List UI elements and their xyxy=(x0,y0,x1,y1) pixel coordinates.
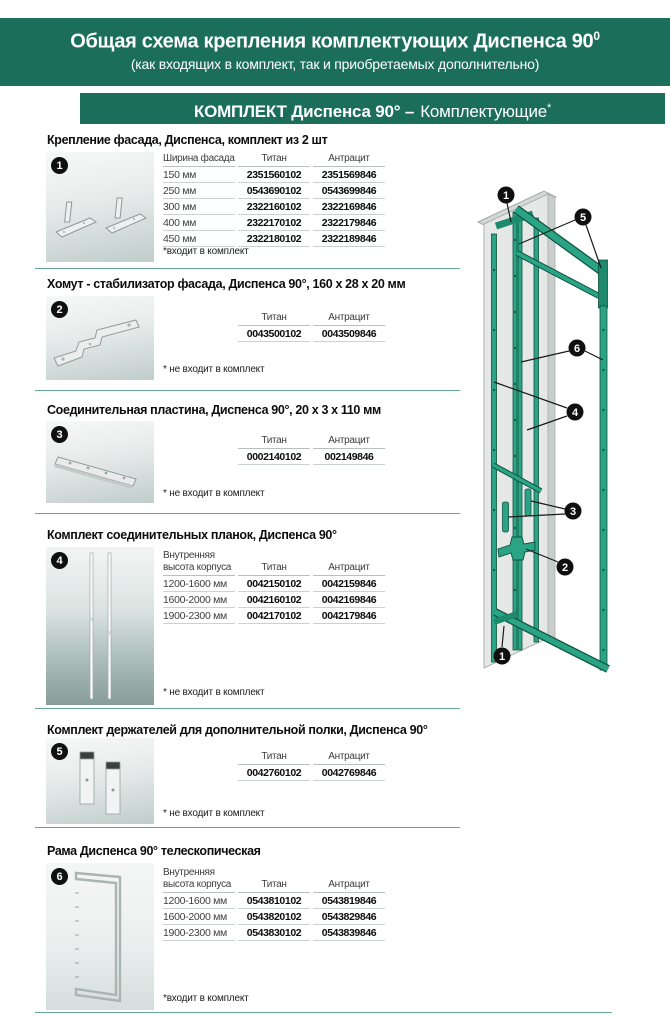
table-cell: 0042169846 xyxy=(313,592,385,608)
table-cell: 300 мм xyxy=(163,199,235,215)
page-title: Общая схема крепления комплектующих Диспенса $90^0$ xyxy=(70,29,600,53)
col-header: Титан xyxy=(238,750,310,765)
callout-3-label: 3 xyxy=(569,506,577,518)
section-5-badge: 5 xyxy=(51,743,68,760)
table-cell: 1600-2000 мм xyxy=(163,592,235,608)
callout-5-label: 5 xyxy=(579,212,587,224)
section-separator xyxy=(35,513,460,514)
table-cell: 1200-1600 мм xyxy=(163,576,235,592)
table-cell: 2322160102 xyxy=(238,199,310,215)
section-4-table xyxy=(163,549,385,624)
kit-banner-bold: КОМПЛЕКТ Диспенса 90° – xyxy=(193,102,415,121)
section-2-photo xyxy=(46,296,154,380)
col-header: Антрацит xyxy=(313,561,385,576)
col-header: Титан xyxy=(238,878,310,893)
table-cell: 0043509846 xyxy=(313,326,385,342)
panel-edge xyxy=(548,194,555,642)
col-header: Титан xyxy=(238,311,310,326)
section-2-title: Хомут - стабилизатор фасада, Диспенса 90°, 160 x 28 x 20 мм xyxy=(47,277,406,291)
table-cell: 2351560102 xyxy=(238,167,310,183)
table-cell: 0043500102 xyxy=(238,326,310,342)
table-cell: 1600-2000 мм xyxy=(163,909,235,925)
section-1-footnote: *входит в комплект xyxy=(163,246,249,257)
table-cell: 2322169846 xyxy=(313,199,385,215)
section-6-title: Рама Диспенса 90° телескопическая xyxy=(47,844,261,858)
assembly-diagram xyxy=(462,160,668,710)
section-1-badge: 1 xyxy=(51,157,68,174)
section-2-table xyxy=(238,311,385,342)
table-cell: 0042160102 xyxy=(238,592,310,608)
table-cell: 0042150102 xyxy=(238,576,310,592)
col-header: Антрацит xyxy=(313,152,385,167)
table-cell: 2351569846 xyxy=(313,167,385,183)
table-cell: 2322180102 xyxy=(238,231,310,247)
section-4-footnote: * не входит в комплект xyxy=(163,687,265,698)
table-cell: 0543820102 xyxy=(238,909,310,925)
col-header: Ширина фасада xyxy=(163,152,235,167)
section-3-table xyxy=(238,434,385,465)
section-separator xyxy=(35,268,460,269)
callout-6-label: 6 xyxy=(573,343,581,355)
section-5-table xyxy=(238,750,385,781)
col-header: Антрацит xyxy=(313,311,385,326)
table-cell: 0543699846 xyxy=(313,183,385,199)
col-header: Титан xyxy=(238,152,310,167)
table-cell: 1900-2300 мм xyxy=(163,608,235,624)
section-6-photo xyxy=(46,863,154,1010)
callout-1-bottom-label: 1 xyxy=(498,651,506,663)
section-3-photo xyxy=(46,421,154,503)
table-cell: 400 мм xyxy=(163,215,235,231)
section-1-title: Крепление фасада, Диспенса, комплект из 2 шт xyxy=(47,133,328,147)
col-header: Титан xyxy=(238,434,310,449)
table-cell: 0042760102 xyxy=(238,765,310,781)
header-banner xyxy=(0,18,670,86)
section-separator xyxy=(35,390,460,391)
table-cell: 0042170102 xyxy=(238,608,310,624)
section-6-badge: 6 xyxy=(51,868,68,885)
section-6-footnote: *входит в комплект xyxy=(163,993,249,1004)
table-cell: 0042769846 xyxy=(313,765,385,781)
col-header: Антрацит xyxy=(313,750,385,765)
table-cell: 2322189846 xyxy=(313,231,385,247)
table-cell: 002149846 xyxy=(313,449,385,465)
callout-4-label: 4 xyxy=(571,407,579,419)
col-header: Титан xyxy=(238,561,310,576)
table-cell: 250 мм xyxy=(163,183,235,199)
section-5-title: Комплект держателей для дополнительной полки, Диспенса 90° xyxy=(47,723,428,737)
section-1-table xyxy=(163,152,385,247)
table-cell: 0543819846 xyxy=(313,893,385,909)
section-3-badge: 3 xyxy=(51,426,68,443)
section-5-photo xyxy=(46,738,154,824)
table-cell: 0543829846 xyxy=(313,909,385,925)
section-4-title: Комплект соединительных планок, Диспенса 90° xyxy=(47,528,337,542)
table-cell: 2322179846 xyxy=(313,215,385,231)
table-cell: 0543830102 xyxy=(238,925,310,941)
col-header: Антрацит xyxy=(313,434,385,449)
kit-banner-regular: Комплектующие xyxy=(420,102,548,121)
corner-post xyxy=(599,260,608,308)
section-5-footnote: * не входит в комплект xyxy=(163,808,265,819)
telescopic-frame-illustration xyxy=(46,863,154,1010)
col-header: Антрацит xyxy=(313,878,385,893)
connecting-rails-illustration xyxy=(46,547,154,705)
table-cell: 0002140102 xyxy=(238,449,310,465)
table-cell: 450 мм xyxy=(163,231,235,247)
section-6-table xyxy=(163,866,385,941)
section-1-photo xyxy=(46,152,154,262)
right-rail xyxy=(600,306,607,670)
table-cell: 150 мм xyxy=(163,167,235,183)
table-cell: 2322170102 xyxy=(238,215,310,231)
section-separator xyxy=(35,708,460,709)
kit-banner xyxy=(80,93,665,124)
table-cell: 1200-1600 мм xyxy=(163,893,235,909)
col-header: Внутренняя высота корпуса xyxy=(163,549,235,576)
section-4-photo xyxy=(46,547,154,705)
col-header: Внутренняя высота корпуса xyxy=(163,866,235,893)
table-cell: 0543839846 xyxy=(313,925,385,941)
section-4-badge: 4 xyxy=(51,552,68,569)
table-cell: 0042179846 xyxy=(313,608,385,624)
section-2-footnote: * не входит в комплект xyxy=(163,364,265,375)
section-3-title: Соединительная пластина, Диспенса 90°, 20 x 3 x 110 мм xyxy=(47,403,381,417)
callout-2-label: 2 xyxy=(561,562,569,574)
section-separator xyxy=(35,827,460,828)
table-cell: 0543690102 xyxy=(238,183,310,199)
kit-banner-asterisk: * xyxy=(547,102,552,114)
table-cell: 0042159846 xyxy=(313,576,385,592)
page-subtitle: (как входящих в комплект, так и приобретаемых дополнительно) xyxy=(130,55,540,72)
section-3-footnote: * не входит в комплект xyxy=(163,488,265,499)
section-separator xyxy=(35,1012,612,1013)
table-cell: 0543810102 xyxy=(238,893,310,909)
table-cell: 1900-2300 мм xyxy=(163,925,235,941)
callout-1-top-label: 1 xyxy=(502,190,510,202)
section-2-badge: 2 xyxy=(51,301,68,318)
